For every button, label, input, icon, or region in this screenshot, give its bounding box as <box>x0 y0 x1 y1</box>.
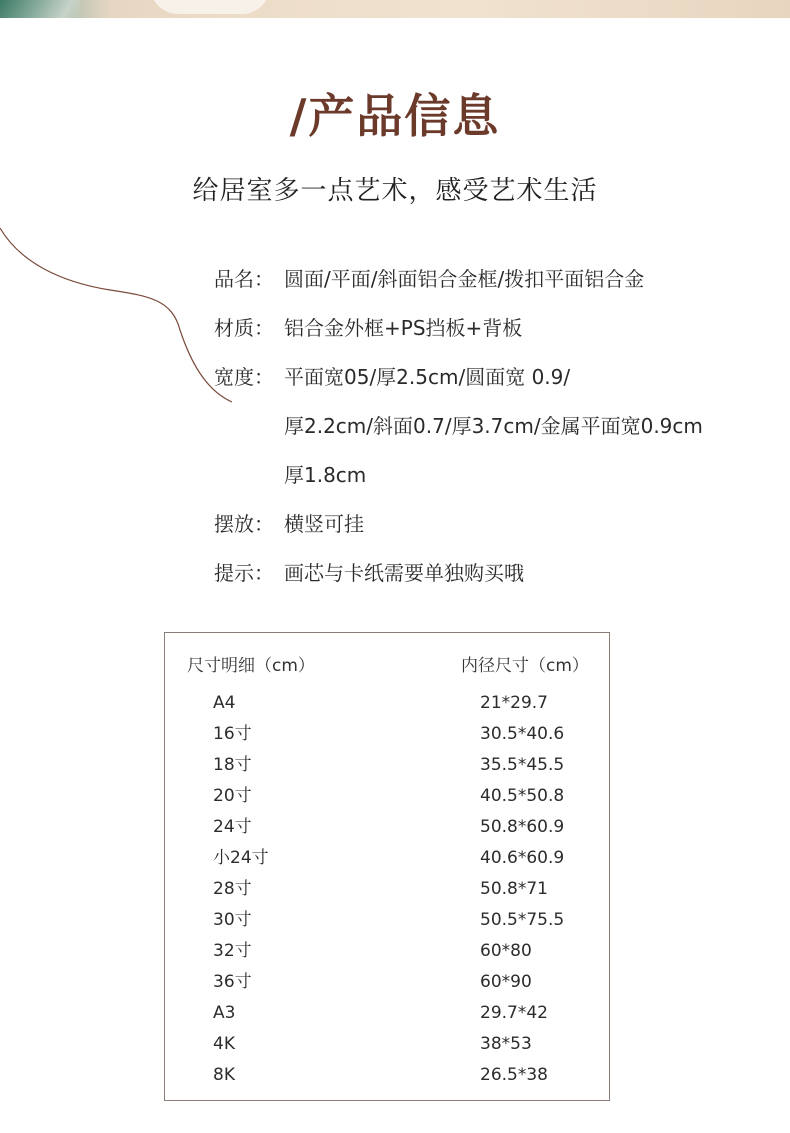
size-name: 8K <box>213 1065 235 1085</box>
table-row <box>165 753 609 784</box>
table-row <box>165 1001 609 1032</box>
size-value: 35.5*45.5 <box>480 755 565 775</box>
info-row-width <box>214 360 703 409</box>
info-value: 画芯与卡纸需要单独购买哦 <box>284 561 524 585</box>
info-row-tip <box>214 556 703 605</box>
size-rows <box>165 691 609 1094</box>
size-name: 36寸 <box>213 972 252 992</box>
size-name: A4 <box>213 693 236 713</box>
size-value: 38*53 <box>480 1034 532 1054</box>
product-info <box>214 262 703 605</box>
info-row-width-cont <box>214 409 703 458</box>
info-value: 横竖可挂 <box>284 512 364 536</box>
info-row-width-cont <box>214 458 703 507</box>
size-name: 24寸 <box>213 817 252 837</box>
table-row <box>165 1032 609 1063</box>
info-row-placement <box>214 507 703 556</box>
table-row <box>165 815 609 846</box>
info-label: 材质： <box>214 316 274 340</box>
info-value: 厚1.8cm <box>284 463 367 487</box>
info-value: 圆面/平面/斜面铝合金框/拨扣平面铝合金 <box>284 267 645 291</box>
table-row <box>165 722 609 753</box>
size-value: 40.6*60.9 <box>480 848 565 868</box>
size-name: A3 <box>213 1003 236 1023</box>
table-row <box>165 908 609 939</box>
info-value: 厚2.2cm/斜面0.7/厚3.7cm/金属平面宽0.9cm <box>284 414 703 438</box>
size-value: 29.7*42 <box>480 1003 548 1023</box>
inner-size-column-header: 内径尺寸（cm） <box>461 656 589 676</box>
size-name: 小24寸 <box>213 848 269 868</box>
size-name: 28寸 <box>213 879 252 899</box>
size-name: 20寸 <box>213 786 252 806</box>
size-name: 16寸 <box>213 724 252 744</box>
size-value: 60*80 <box>480 941 532 961</box>
info-label: 品名： <box>214 267 274 291</box>
page-subtitle: 给居室多一点艺术，感受艺术生活 <box>192 176 598 206</box>
size-table <box>164 632 610 1101</box>
size-value: 60*90 <box>480 972 532 992</box>
info-row-name <box>214 262 703 311</box>
info-label: 摆放： <box>214 512 274 536</box>
table-row <box>165 691 609 722</box>
size-value: 50.5*75.5 <box>480 910 565 930</box>
info-value: 铝合金外框+PS挡板+背板 <box>284 316 523 340</box>
info-row-material <box>214 311 703 360</box>
table-row <box>165 939 609 970</box>
size-value: 26.5*38 <box>480 1065 548 1085</box>
info-label: 提示： <box>214 561 274 585</box>
size-name: 30寸 <box>213 910 252 930</box>
info-label: 宽度： <box>214 365 274 389</box>
info-value: 平面宽05/厚2.5cm/圆面宽 0.9/ <box>284 365 571 389</box>
size-name: 18寸 <box>213 755 252 775</box>
size-value: 21*29.7 <box>480 693 548 713</box>
size-value: 30.5*40.6 <box>480 724 565 744</box>
size-column-header: 尺寸明细（cm） <box>187 656 315 676</box>
size-value: 50.8*71 <box>480 879 548 899</box>
size-value: 50.8*60.9 <box>480 817 565 837</box>
table-row <box>165 877 609 908</box>
table-row <box>165 784 609 815</box>
table-row <box>165 846 609 877</box>
table-row <box>165 970 609 1001</box>
size-name: 4K <box>213 1034 235 1054</box>
size-name: 32寸 <box>213 941 252 961</box>
page-title: /产品信息 <box>289 89 501 143</box>
table-row <box>165 1063 609 1094</box>
size-value: 40.5*50.8 <box>480 786 565 806</box>
